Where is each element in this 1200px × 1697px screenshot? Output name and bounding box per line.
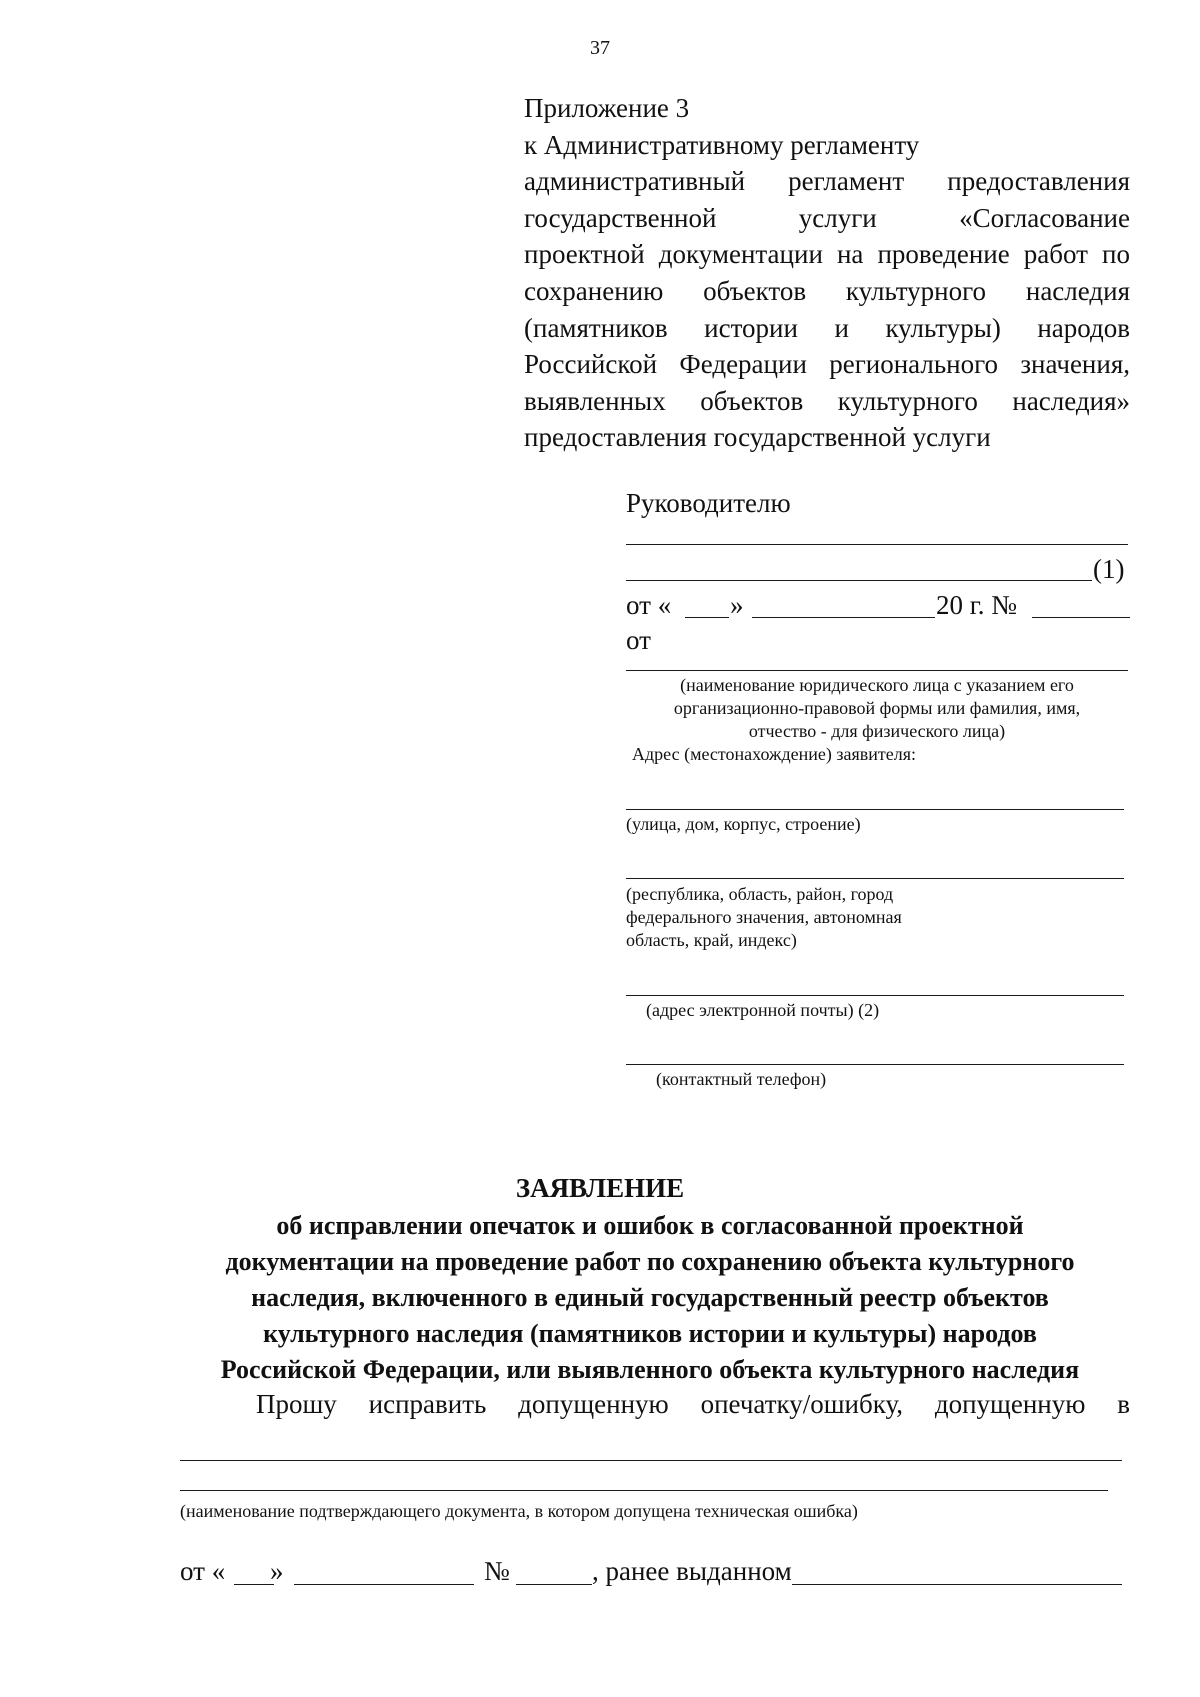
statement-subtitle-line: культурного наследия (памятников истории и культуры) народов	[263, 1319, 1037, 1348]
date-prefix: от «	[626, 590, 672, 620]
street-caption: (улица, дом, корпус, строение)	[626, 814, 861, 834]
email-caption: (адрес электронной почты) (2)	[646, 1000, 880, 1020]
from-label: от	[626, 625, 651, 655]
footnote-1: (1)	[1093, 554, 1125, 584]
statement-subtitle-line: об исправлении опечаток и ошибок в согласованной проектной	[276, 1211, 1024, 1240]
phone-caption: (контактный телефон)	[656, 1069, 827, 1089]
statement-subtitle-line: наследия, включенного в единый государственный реестр объектов	[251, 1283, 1049, 1312]
street-line	[626, 809, 1124, 810]
applicant-caption	[626, 674, 1128, 743]
phone-line	[626, 1064, 1124, 1065]
bottom-date-close: »	[270, 1556, 284, 1586]
bottom-month-blank	[294, 1584, 474, 1585]
day-blank	[685, 617, 729, 618]
appendix-line: государственной услуги «Согласование	[524, 202, 1130, 233]
document-line-1	[180, 1460, 1122, 1461]
document-line-2	[180, 1490, 1108, 1491]
issuer-blank	[792, 1584, 1122, 1585]
request-text: Прошу исправить допущенную опечатку/ошибку, допущенную в	[256, 1389, 1130, 1419]
bottom-date-prefix: от «	[180, 1556, 226, 1586]
bottom-number-blank	[516, 1584, 592, 1585]
applicant-caption-line: (наименование юридического лица с указанием его	[680, 675, 1074, 695]
region-caption	[626, 883, 902, 952]
appendix-line: предоставления государственной услуги	[524, 422, 991, 453]
statement-subtitle-line: документации на проведение работ по сохранению объекта культурного	[225, 1247, 1075, 1276]
appendix-line: Российской Федерации регионального значения,	[524, 349, 1130, 380]
email-line	[626, 995, 1124, 996]
appendix-line: административный регламент предоставления	[524, 166, 1130, 197]
statement-subtitle	[100, 1208, 1200, 1388]
appendix-line: Приложение 3	[524, 93, 690, 123]
appendix-line: выявленных объектов культурного наследия»	[524, 385, 1130, 416]
bottom-number-label: №	[484, 1556, 510, 1586]
date-close: »	[730, 590, 744, 620]
document-caption: (наименование подтверждающего документа, в котором допущена техническая ошибка)	[180, 1501, 858, 1521]
bottom-day-blank	[234, 1584, 274, 1585]
appendix-line: проектной документации на проведение работ по	[524, 239, 1130, 270]
number-blank	[1032, 617, 1130, 618]
address-label: Адрес (местонахождение) заявителя:	[632, 744, 916, 764]
recipient-line-1	[626, 544, 1128, 545]
region-caption-line: федерального значения, автономная	[626, 907, 902, 927]
appendix-line: сохранению объектов культурного наследия	[524, 275, 1130, 306]
applicant-line	[626, 670, 1128, 671]
applicant-caption-line: отчество - для физического лица)	[748, 721, 1006, 741]
appendix-line: (памятников истории и культуры) народов	[524, 312, 1130, 343]
region-caption-line: область, край, индекс)	[626, 930, 797, 950]
year-number-label: 20 г. №	[936, 590, 1018, 620]
region-caption-line: (республика, область, район, город	[626, 884, 894, 904]
region-line	[626, 878, 1124, 879]
applicant-caption-line: организационно-правовой формы или фамилия, имя,	[673, 698, 1081, 718]
previously-issued-label: , ранее выданном	[592, 1556, 792, 1586]
appendix-header	[524, 90, 1130, 456]
to-head-label: Руководителю	[626, 488, 791, 518]
page-number: 37	[590, 37, 610, 59]
appendix-line: к Административному регламенту	[524, 129, 920, 160]
month-blank	[752, 617, 935, 618]
statement-subtitle-line: Российской Федерации, или выявленного объекта культурного наследия	[220, 1355, 1080, 1384]
recipient-line-2	[626, 580, 1092, 581]
statement-title: ЗАЯВЛЕНИЕ	[515, 1173, 685, 1203]
